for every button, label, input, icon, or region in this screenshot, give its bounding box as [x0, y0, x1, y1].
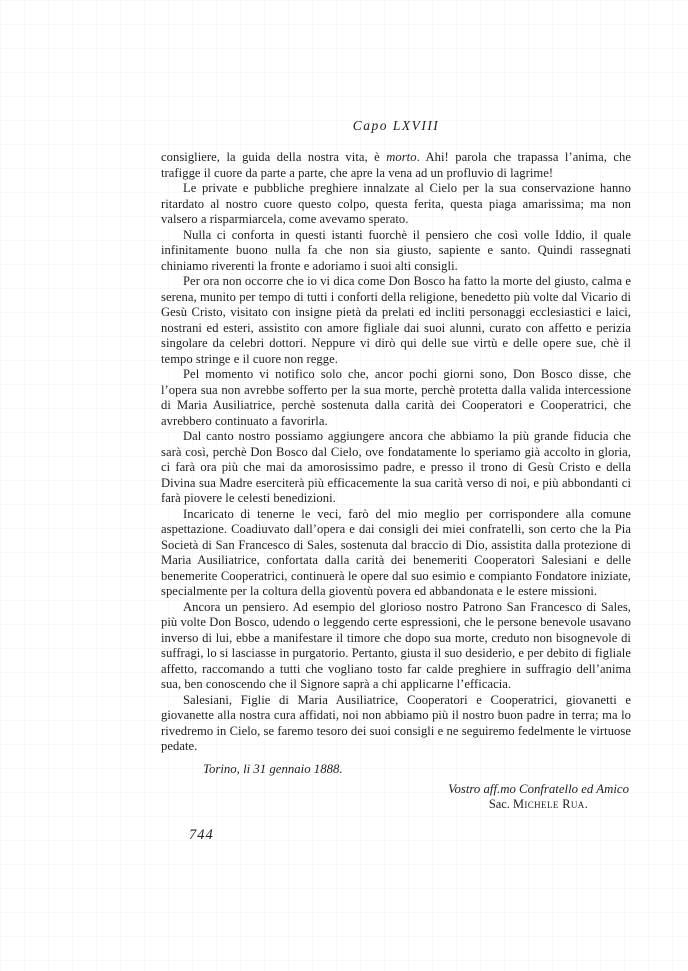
chapter-header: Capo LXVIII: [352, 118, 440, 133]
opening-paragraph: [161, 150, 631, 181]
paragraph: Le private e pubbliche preghiere innalzate al Cielo per la sua conservazione hanno ritardato al nostro cuore questo colpo, questa ferita, questa piaga amarissima; ma non valsero a risparmiarcela, come avevamo sperato.: [161, 181, 631, 226]
signature-block: [161, 782, 631, 813]
dateline: Torino, li 31 gennaio 1888.: [203, 761, 343, 776]
signature-role: Vostro aff.mo Confratello ed Amico: [448, 782, 629, 796]
signature-name: Sac. Michele Rua.: [488, 797, 589, 811]
paragraph: Salesiani, Figlie di Maria Ausiliatrice, Cooperatori e Cooperatrici, giovanetti e giovanette alla nostra cura affidati, noi non abbiamo più il nostro buon padre in terra; ma lo rivedremo in Cielo, se faremo tesoro dei suoi consigli e ne seguiremo fedelmente le virtuose pedate.: [161, 692, 631, 753]
letter-body: [161, 150, 631, 755]
paragraph: Incaricato di tenerne le veci, farò del mio meglio per corrispondere alla comune aspettazione. Coadiuvato dall’opera e dai consigli dei miei confratelli, son certo che la Pia Società di San Francesco di Sales, sostenuta dal braccio di Dio, assistita dalla protezione di Maria Ausiliatrice, confortata dalla carità dei benemeriti Cooperatori Salesiani e delle benemerite Cooperatrici, continuerà le opere dal suo esimio e compianto Fondatore iniziate, specialmente per la coltura della gioventù povera ed abbandonata e le estere missioni.: [161, 506, 631, 598]
paragraph: Per ora non occorre che io vi dica come Don Bosco ha fatto la morte del giusto, calma e serena, munito per tempo di tutti i conforti della religione, benedetto più volte dal Vicario di Gesù Cristo, visitato con insigne pietà da prelati ed incliti personaggi ecclesiastici e laici, nostrani ed esteri, assistito con amore figliale dai suoi alunni, curato con affetto e perizia singolare da celebri dottori. Neppure vi dirò qui delle sue virtù e delle opere sue, chè il tempo stringe e il cuore non regge.: [161, 274, 631, 366]
paragraph: Pel momento vi notifico solo che, ancor pochi giorni sono, Don Bosco disse, che l’opera sua non avrebbe sofferto per la sua morte, perchè protetta dalla valida intercessione di Maria Ausiliatrice, perchè sostenuta dalla carità dei Cooperatori e Cooperatrici, che avrebbero continuato a favorirla.: [161, 367, 631, 428]
paragraph: Nulla ci conforta in questi istanti fuorchè il pensiero che così volle Iddio, il quale infinitamente buono nulla fa che non sia giusto, sapiente e santo. Quindi rassegnati chiniamo riverenti la fronte e adoriamo i suoi alti consigli.: [161, 227, 631, 273]
page-number: 744: [189, 827, 214, 843]
opening-paragraph-pre: consigliere, la guida della nostra vita, è: [161, 150, 387, 164]
opening-paragraph-post: . Ahi! parola che trapassa l’anima, che trafigge il cuore da parte a parte, che apre la vena ad un profluvio di lagrime!: [161, 150, 631, 180]
paragraph: Dal canto nostro possiamo aggiungere ancora che abbiamo la più grande fiducia che sarà così, perchè Don Bosco dal Cielo, ove fondatamente lo speriamo già accolto in gloria, ci farà ora più che mai da amorosissimo padre, e presso il trono di Gesù Cristo e della Divina sua Madre eserciterà più efficacemente la sua carità verso di noi, e più abbondanti ci farà piovere le celesti benedizioni.: [161, 429, 631, 505]
page-content: [161, 118, 631, 844]
opening-paragraph-emphasis: morto: [386, 150, 417, 164]
paragraph: Ancora un pensiero. Ad esempio del glorioso nostro Patrono San Francesco di Sales, più volte Don Bosco, udendo o leggendo certe espressioni, che le persone benevole usavano inverso di lui, ebbe a manifestare il timore che dopo sua morte, creduto non bisognevole di suffragi, lo si lasciasse in purgatorio. Pertanto, giusta il suo desiderio, e per debito di figliale affetto, raccomando a tutti che vogliano tosto far calde preghiere in suffragio dell’anima sua, ben conoscendo che il Signore saprà a chi applicarne l’efficacia.: [161, 599, 631, 691]
